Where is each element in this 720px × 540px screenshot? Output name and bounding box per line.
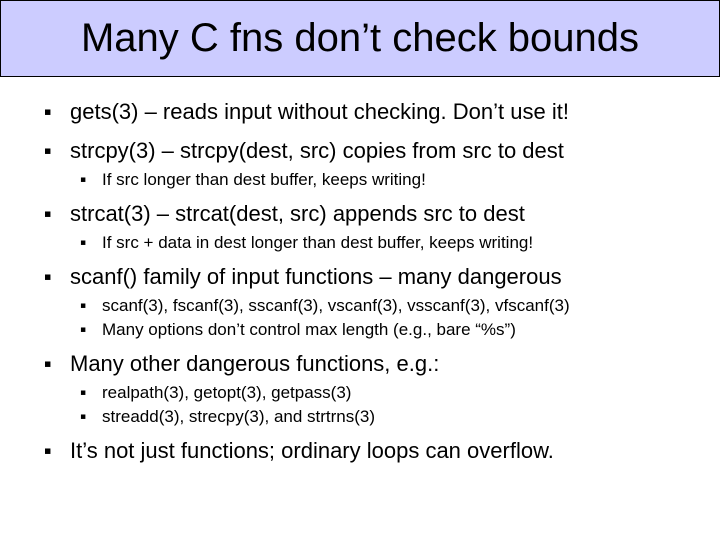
bullet-icon: ▪ [44,105,52,118]
bullet-loops [44,434,714,468]
sub-bullet-scanf-options [44,318,714,342]
bullet-text: streadd(3), strecpy(3), and strtrns(3) [102,407,376,426]
bullet-icon: ▪ [44,444,52,457]
bullet-icon: ▪ [80,388,87,398]
bullet-scanf [44,260,714,294]
sub-bullet-strcat-overflow [44,231,714,255]
sub-bullet-strcpy-overflow [44,168,714,192]
sub-bullet-realpath [44,381,714,405]
bullet-text: It’s not just functions; ordinary loops can overflow. [70,438,554,463]
bullet-icon: ▪ [44,357,52,370]
bullet-gets [44,95,714,129]
sub-bullet-streadd [44,405,714,429]
bullet-icon: ▪ [80,325,87,335]
bullet-text: strcpy(3) – strcpy(dest, src) copies from src to dest [70,138,564,163]
bullet-strcpy [44,134,714,168]
bullet-strcat [44,197,714,231]
sub-bullet-scanf-family [44,294,662,318]
bullet-text: Many options don’t control max length (e.g., bare “%s”) [102,320,516,339]
bullet-text: realpath(3), getopt(3), getpass(3) [102,383,352,402]
bullet-other-dangerous [44,347,714,381]
bullet-text: strcat(3) – strcat(dest, src) appends src to dest [70,201,525,226]
slide-body [44,95,714,468]
bullet-icon: ▪ [80,238,87,248]
bullet-text: Many other dangerous functions, e.g.: [70,351,440,376]
bullet-text: If src longer than dest buffer, keeps writing! [102,170,426,189]
bullet-text: If src + data in dest longer than dest buffer, keeps writing! [102,233,534,252]
bullet-icon: ▪ [80,175,87,185]
bullet-icon: ▪ [44,144,52,157]
bullet-icon: ▪ [80,412,87,422]
bullet-text: scanf() family of input functions – many dangerous [70,264,562,289]
bullet-icon: ▪ [80,301,87,311]
bullet-text: scanf(3), fscanf(3), sscanf(3), vscanf(3), vsscanf(3), vfscanf(3) [102,296,570,315]
title-bar [0,0,720,77]
bullet-icon: ▪ [44,207,52,220]
bullet-text: gets(3) – reads input without checking. Don’t use it! [70,99,569,124]
bullet-icon: ▪ [44,270,52,283]
slide-title: Many C fns don’t check bounds [80,16,640,60]
